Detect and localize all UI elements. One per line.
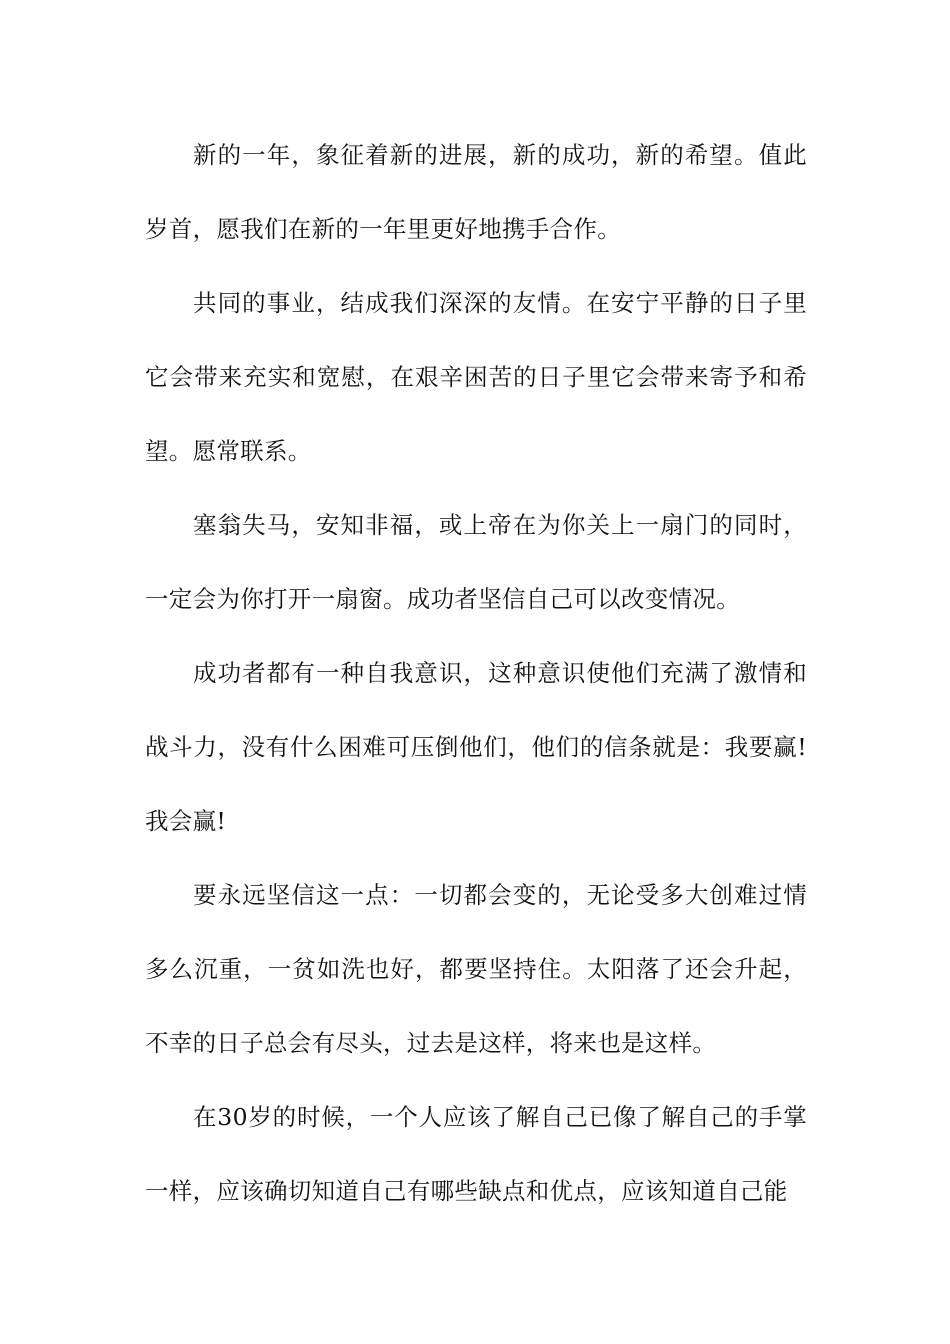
paragraph-2: 共同的事业，结成我们深深的友情。在安宁平静的日子里它会带来充实和宽慰，在艰辛困苦的日子里它会带来寄予和希望。愿常联系。 [145,289,807,465]
document-body [145,118,807,1228]
paragraph-3: 塞翁失马，安知非福，或上帝在为你关上一扇门的同时，一定会为你打开一扇窗。成功者坚信自己可以改变情况。 [145,511,807,613]
paragraph-6: 在30岁的时候，一个人应该了解自己已像了解自己的手掌一样，应该确切知道自己有哪些缺点和优点，应该知道自己能 [145,1103,807,1205]
paragraph-5: 要永远坚信这一点：一切都会变的，无论受多大创难过情多么沉重，一贫如洗也好，都要坚持住。太阳落了还会升起，不幸的日子总会有尽头，过去是这样，将来也是这样。 [145,881,807,1057]
paragraph-1: 新的一年，象征着新的进展，新的成功，新的希望。值此岁首，愿我们在新的一年里更好地携手合作。 [145,141,807,243]
paragraph-4: 成功者都有一种自我意识，这种意识使他们充满了激情和战斗力，没有什么困难可压倒他们，他们的信条就是：我要赢!我会赢! [145,659,807,835]
